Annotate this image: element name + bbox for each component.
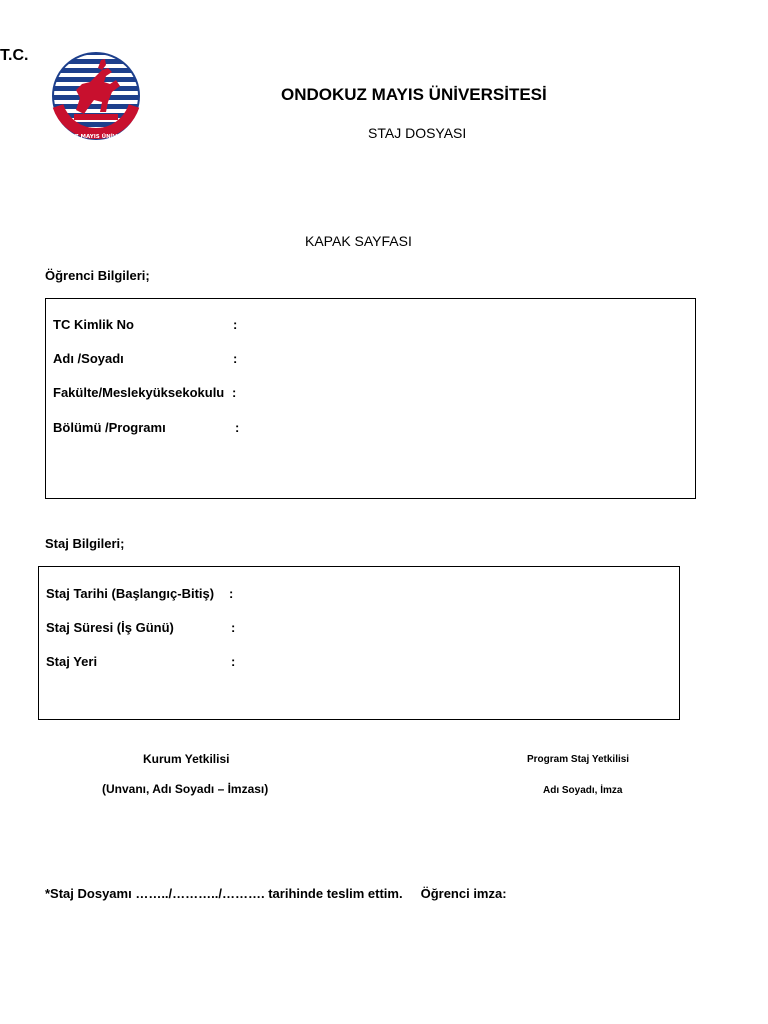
student-info-heading: Öğrenci Bilgileri; [45, 268, 150, 283]
signature-left-sub: (Unvanı, Adı Soyadı – İmzası) [102, 782, 269, 796]
field-separator: : [232, 385, 237, 400]
field-separator: : [233, 317, 238, 332]
field-separator: : [231, 620, 236, 635]
field-separator: : [235, 420, 240, 435]
field-separator: : [233, 351, 238, 366]
field-label: Staj Süresi (İş Günü) [46, 620, 174, 635]
field-separator: : [229, 586, 234, 601]
university-logo-icon [46, 46, 146, 146]
field-label: TC Kimlik No [53, 317, 134, 332]
logo-text: ONDOKUZ MAYIS ÜNİVERSİTESİ [47, 134, 145, 140]
student-info-box [45, 298, 696, 499]
tc-heading: T.C. [0, 47, 29, 64]
document-title: STAJ DOSYASI [368, 125, 467, 141]
internship-info-heading: Staj Bilgileri; [45, 536, 125, 551]
internship-info-box [38, 566, 680, 720]
signature-right-sub: Adı Soyadı, İmza [543, 785, 623, 796]
university-name: ONDOKUZ MAYIS ÜNİVERSİTESİ [281, 85, 547, 104]
field-separator: : [231, 654, 236, 669]
submission-note [45, 886, 507, 901]
student-signature-label: Öğrenci imza: [420, 886, 507, 901]
submission-text: *Staj Dosyamı ……../………../………. tarihinde teslim ettim. [45, 886, 403, 901]
field-label: Adı /Soyadı [53, 351, 124, 366]
signature-right-title: Program Staj Yetkilisi [527, 754, 630, 765]
field-label: Staj Tarihi (Başlangıç-Bitiş) [46, 586, 215, 601]
field-label: Bölümü /Programı [53, 420, 166, 435]
signature-left-title: Kurum Yetkilisi [143, 752, 230, 766]
field-label: Staj Yeri [46, 654, 98, 669]
field-label: Fakülte/Meslekyüksekokulu [53, 385, 225, 400]
page-title: KAPAK SAYFASI [305, 233, 412, 249]
